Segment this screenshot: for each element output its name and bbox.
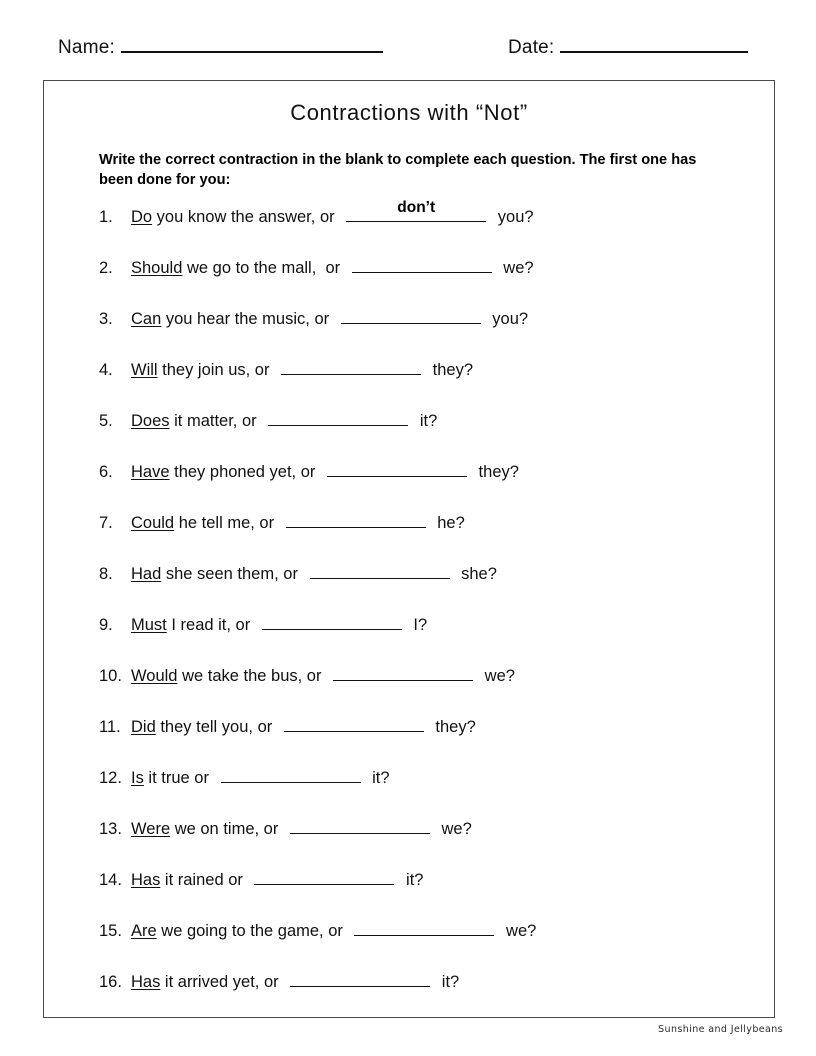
question-row	[99, 460, 759, 511]
question-number: 9.	[99, 616, 113, 634]
question-keyword: Will	[131, 361, 158, 379]
question-row	[99, 766, 759, 817]
answer-blank[interactable]	[268, 409, 408, 426]
question-text-after-blank: they?	[428, 361, 474, 379]
question-row	[99, 664, 759, 715]
answer-blank[interactable]	[352, 256, 492, 273]
question-row	[99, 256, 759, 307]
answer-blank[interactable]	[341, 307, 481, 324]
question-number: 13.	[99, 820, 122, 838]
answer-blank[interactable]	[333, 664, 473, 681]
worksheet-header	[0, 36, 816, 66]
question-text-before-blank: it true or	[143, 769, 214, 787]
answer-blank[interactable]	[310, 562, 450, 579]
question-text-before-blank: it rained or	[160, 871, 248, 889]
question-row	[99, 307, 759, 358]
question-text-before-blank: I read it, or	[166, 616, 255, 634]
question-keyword: Had	[131, 565, 162, 583]
question-text-before-blank: we going to the game, or	[156, 922, 348, 940]
question-text-before-blank: they phoned yet, or	[169, 463, 320, 481]
question-text-after-blank: it?	[415, 412, 438, 430]
question-text-after-blank: we?	[498, 259, 534, 277]
question-text-after-blank: you?	[487, 310, 529, 328]
question-number: 12.	[99, 769, 122, 787]
date-field	[508, 36, 748, 59]
question-row	[99, 199, 759, 256]
question-text-before-blank: we on time, or	[170, 820, 283, 838]
instructions-text: Write the correct contraction in the blank to complete each question. The first one has been done for you:	[99, 152, 697, 188]
question-text-after-blank: she?	[456, 565, 497, 583]
question-row	[99, 562, 759, 613]
question-keyword: Has	[131, 973, 161, 991]
question-number: 11.	[99, 718, 121, 736]
name-write-line[interactable]	[121, 36, 383, 53]
question-text-after-blank: they?	[430, 718, 476, 736]
question-row	[99, 868, 759, 919]
question-list	[99, 199, 759, 1021]
answer-text: don’t	[397, 199, 436, 216]
question-keyword: Can	[131, 310, 162, 328]
question-text-after-blank: they?	[473, 463, 519, 481]
question-row	[99, 919, 759, 970]
question-number: 1.	[99, 208, 113, 226]
question-row	[99, 970, 759, 1021]
question-number: 15.	[99, 922, 122, 940]
answer-blank[interactable]	[346, 199, 486, 222]
question-number: 6.	[99, 463, 113, 481]
answer-blank[interactable]	[262, 613, 402, 630]
question-text-before-blank: she seen them, or	[161, 565, 303, 583]
question-text-after-blank: you?	[493, 208, 534, 226]
question-keyword: Were	[131, 820, 171, 838]
question-keyword: Is	[131, 769, 144, 787]
question-keyword: Did	[131, 718, 156, 736]
question-number: 3.	[99, 310, 113, 328]
answer-blank[interactable]	[221, 766, 361, 783]
question-number: 2.	[99, 259, 113, 277]
question-number: 14.	[99, 871, 122, 889]
answer-blank[interactable]	[327, 460, 467, 477]
question-number: 16.	[99, 973, 122, 991]
answer-blank[interactable]	[281, 358, 421, 375]
worksheet-box	[43, 80, 775, 1018]
credit-line: Sunshine and Jellybeans	[658, 1024, 783, 1035]
question-row	[99, 613, 759, 664]
name-field	[58, 36, 383, 59]
page-title: Contractions with “Not”	[290, 100, 528, 125]
answer-blank[interactable]	[286, 511, 426, 528]
question-keyword: Could	[131, 514, 175, 532]
question-text-after-blank: he?	[432, 514, 465, 532]
answer-blank[interactable]	[354, 919, 494, 936]
question-keyword: Has	[131, 871, 161, 889]
question-keyword: Are	[131, 922, 157, 940]
question-text-before-blank: they join us, or	[157, 361, 275, 379]
question-row	[99, 409, 759, 460]
question-keyword: Would	[131, 667, 178, 685]
date-label: Date:	[508, 37, 555, 58]
question-keyword: Must	[131, 616, 167, 634]
question-number: 4.	[99, 361, 113, 379]
question-keyword: Do	[131, 208, 153, 226]
question-text-before-blank: it matter, or	[169, 412, 262, 430]
question-text-before-blank: you hear the music, or	[161, 310, 334, 328]
question-text-before-blank: they tell you, or	[155, 718, 277, 736]
answer-blank[interactable]	[290, 817, 430, 834]
question-text-after-blank: I?	[408, 616, 428, 634]
question-text-after-blank: it?	[401, 871, 424, 889]
question-text-after-blank: we?	[436, 820, 472, 838]
answer-blank[interactable]	[254, 868, 394, 885]
question-keyword: Have	[131, 463, 170, 481]
question-number: 5.	[99, 412, 113, 430]
date-write-line[interactable]	[560, 36, 748, 53]
question-row	[99, 817, 759, 868]
question-text-before-blank: you know the answer, or	[152, 208, 340, 226]
question-number: 10.	[99, 667, 122, 685]
question-row	[99, 358, 759, 409]
question-row	[99, 511, 759, 562]
question-text-before-blank: he tell me, or	[174, 514, 279, 532]
name-label: Name:	[58, 37, 115, 58]
question-text-before-blank: we take the bus, or	[177, 667, 327, 685]
question-text-after-blank: we?	[501, 922, 537, 940]
question-keyword: Should	[131, 259, 183, 277]
question-number: 8.	[99, 565, 113, 583]
question-text-after-blank: we?	[480, 667, 515, 685]
answer-blank[interactable]	[290, 970, 430, 987]
question-number: 7.	[99, 514, 113, 532]
answer-blank[interactable]	[284, 715, 424, 732]
question-text-before-blank: we go to the mall, or	[182, 259, 345, 277]
question-keyword: Does	[131, 412, 170, 430]
question-row	[99, 715, 759, 766]
question-text-after-blank: it?	[367, 769, 390, 787]
question-text-after-blank: it?	[437, 973, 460, 991]
question-text-before-blank: it arrived yet, or	[160, 973, 284, 991]
